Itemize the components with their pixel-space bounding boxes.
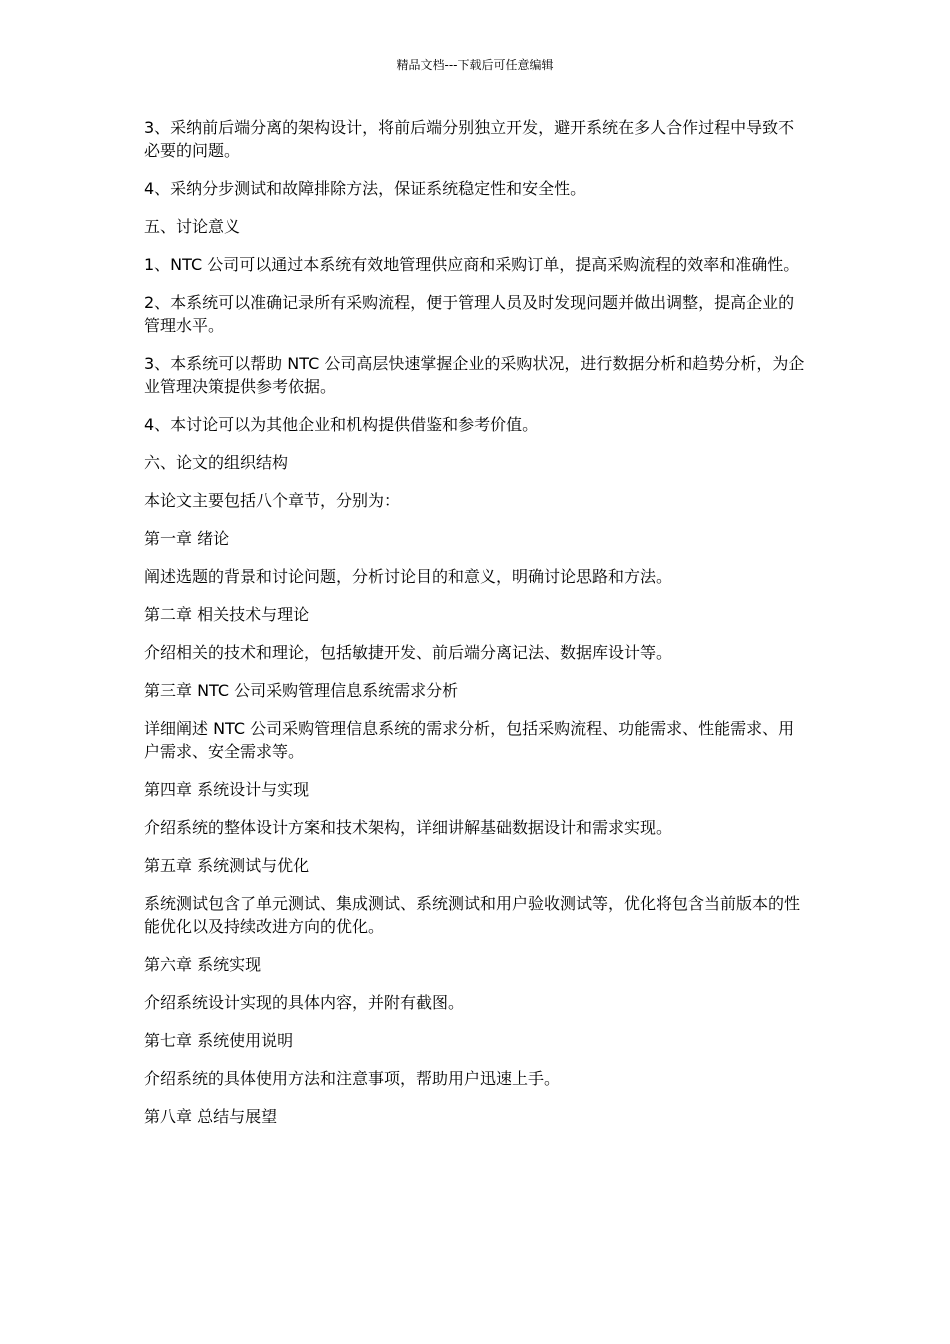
chapter-5-desc: 系统测试包含了单元测试、集成测试、系统测试和用户验收测试等，优化将包含当前版本的性能优化以及持续改进方向的优化。 [144,894,801,936]
chapter-1-title: 第一章 绪论 [144,529,230,548]
chapter-7-title: 第七章 系统使用说明 [144,1031,294,1050]
chapter-3-title: 第三章 NTC 公司采购管理信息系统需求分析 [144,681,459,700]
document-body [144,116,810,1143]
chapter-5-title: 第五章 系统测试与优化 [144,856,310,875]
chapter-6-desc: 介绍系统设计实现的具体内容，并附有截图。 [144,993,465,1012]
chapter-3-desc: 详细阐述 NTC 公司采购管理信息系统的需求分析，包括采购流程、功能需求、性能需求、用户需求、安全需求等。 [144,719,795,761]
chapter-4-desc: 介绍系统的整体设计方案和技术架构，详细讲解基础数据设计和需求实现。 [144,818,673,837]
paragraph-design-separation: 3、采纳前后端分离的架构设计，将前后端分别独立开发，避开系统在多人合作过程中导致不必要的问题。 [144,118,795,160]
chapter-2-title: 第二章 相关技术与理论 [144,605,310,624]
paragraph-significance-1: 1、NTC 公司可以通过本系统有效地管理供应商和采购订单，提高采购流程的效率和准确性。 [144,255,800,274]
chapter-2-desc: 介绍相关的技术和理论，包括敏捷开发、前后端分离记法、数据库设计等。 [144,643,673,662]
chapter-4-title: 第四章 系统设计与实现 [144,780,310,799]
section-heading-structure: 六、论文的组织结构 [144,453,289,472]
page-header: 精品文档---下载后可任意编辑 [396,58,554,72]
paragraph-testing-method: 4、采纳分步测试和故障排除方法，保证系统稳定性和安全性。 [144,179,587,198]
paragraph-significance-4: 4、本讨论可以为其他企业和机构提供借鉴和参考价值。 [144,415,539,434]
chapter-8-title: 第八章 总结与展望 [144,1107,278,1126]
paragraph-significance-3: 3、本系统可以帮助 NTC 公司高层快速掌握企业的采购状况，进行数据分析和趋势分析，为企业管理决策提供参考依据。 [144,354,805,396]
paragraph-structure-intro: 本论文主要包括八个章节，分别为： [144,491,401,510]
paragraph-significance-2: 2、本系统可以准确记录所有采购流程，便于管理人员及时发现问题并做出调整，提高企业的管理水平。 [144,293,795,335]
chapter-6-title: 第六章 系统实现 [144,955,262,974]
chapter-1-desc: 阐述选题的背景和讨论问题，分析讨论目的和意义，明确讨论思路和方法。 [144,567,673,586]
chapter-7-desc: 介绍系统的具体使用方法和注意事项，帮助用户迅速上手。 [144,1069,561,1088]
section-heading-significance: 五、讨论意义 [144,217,241,236]
